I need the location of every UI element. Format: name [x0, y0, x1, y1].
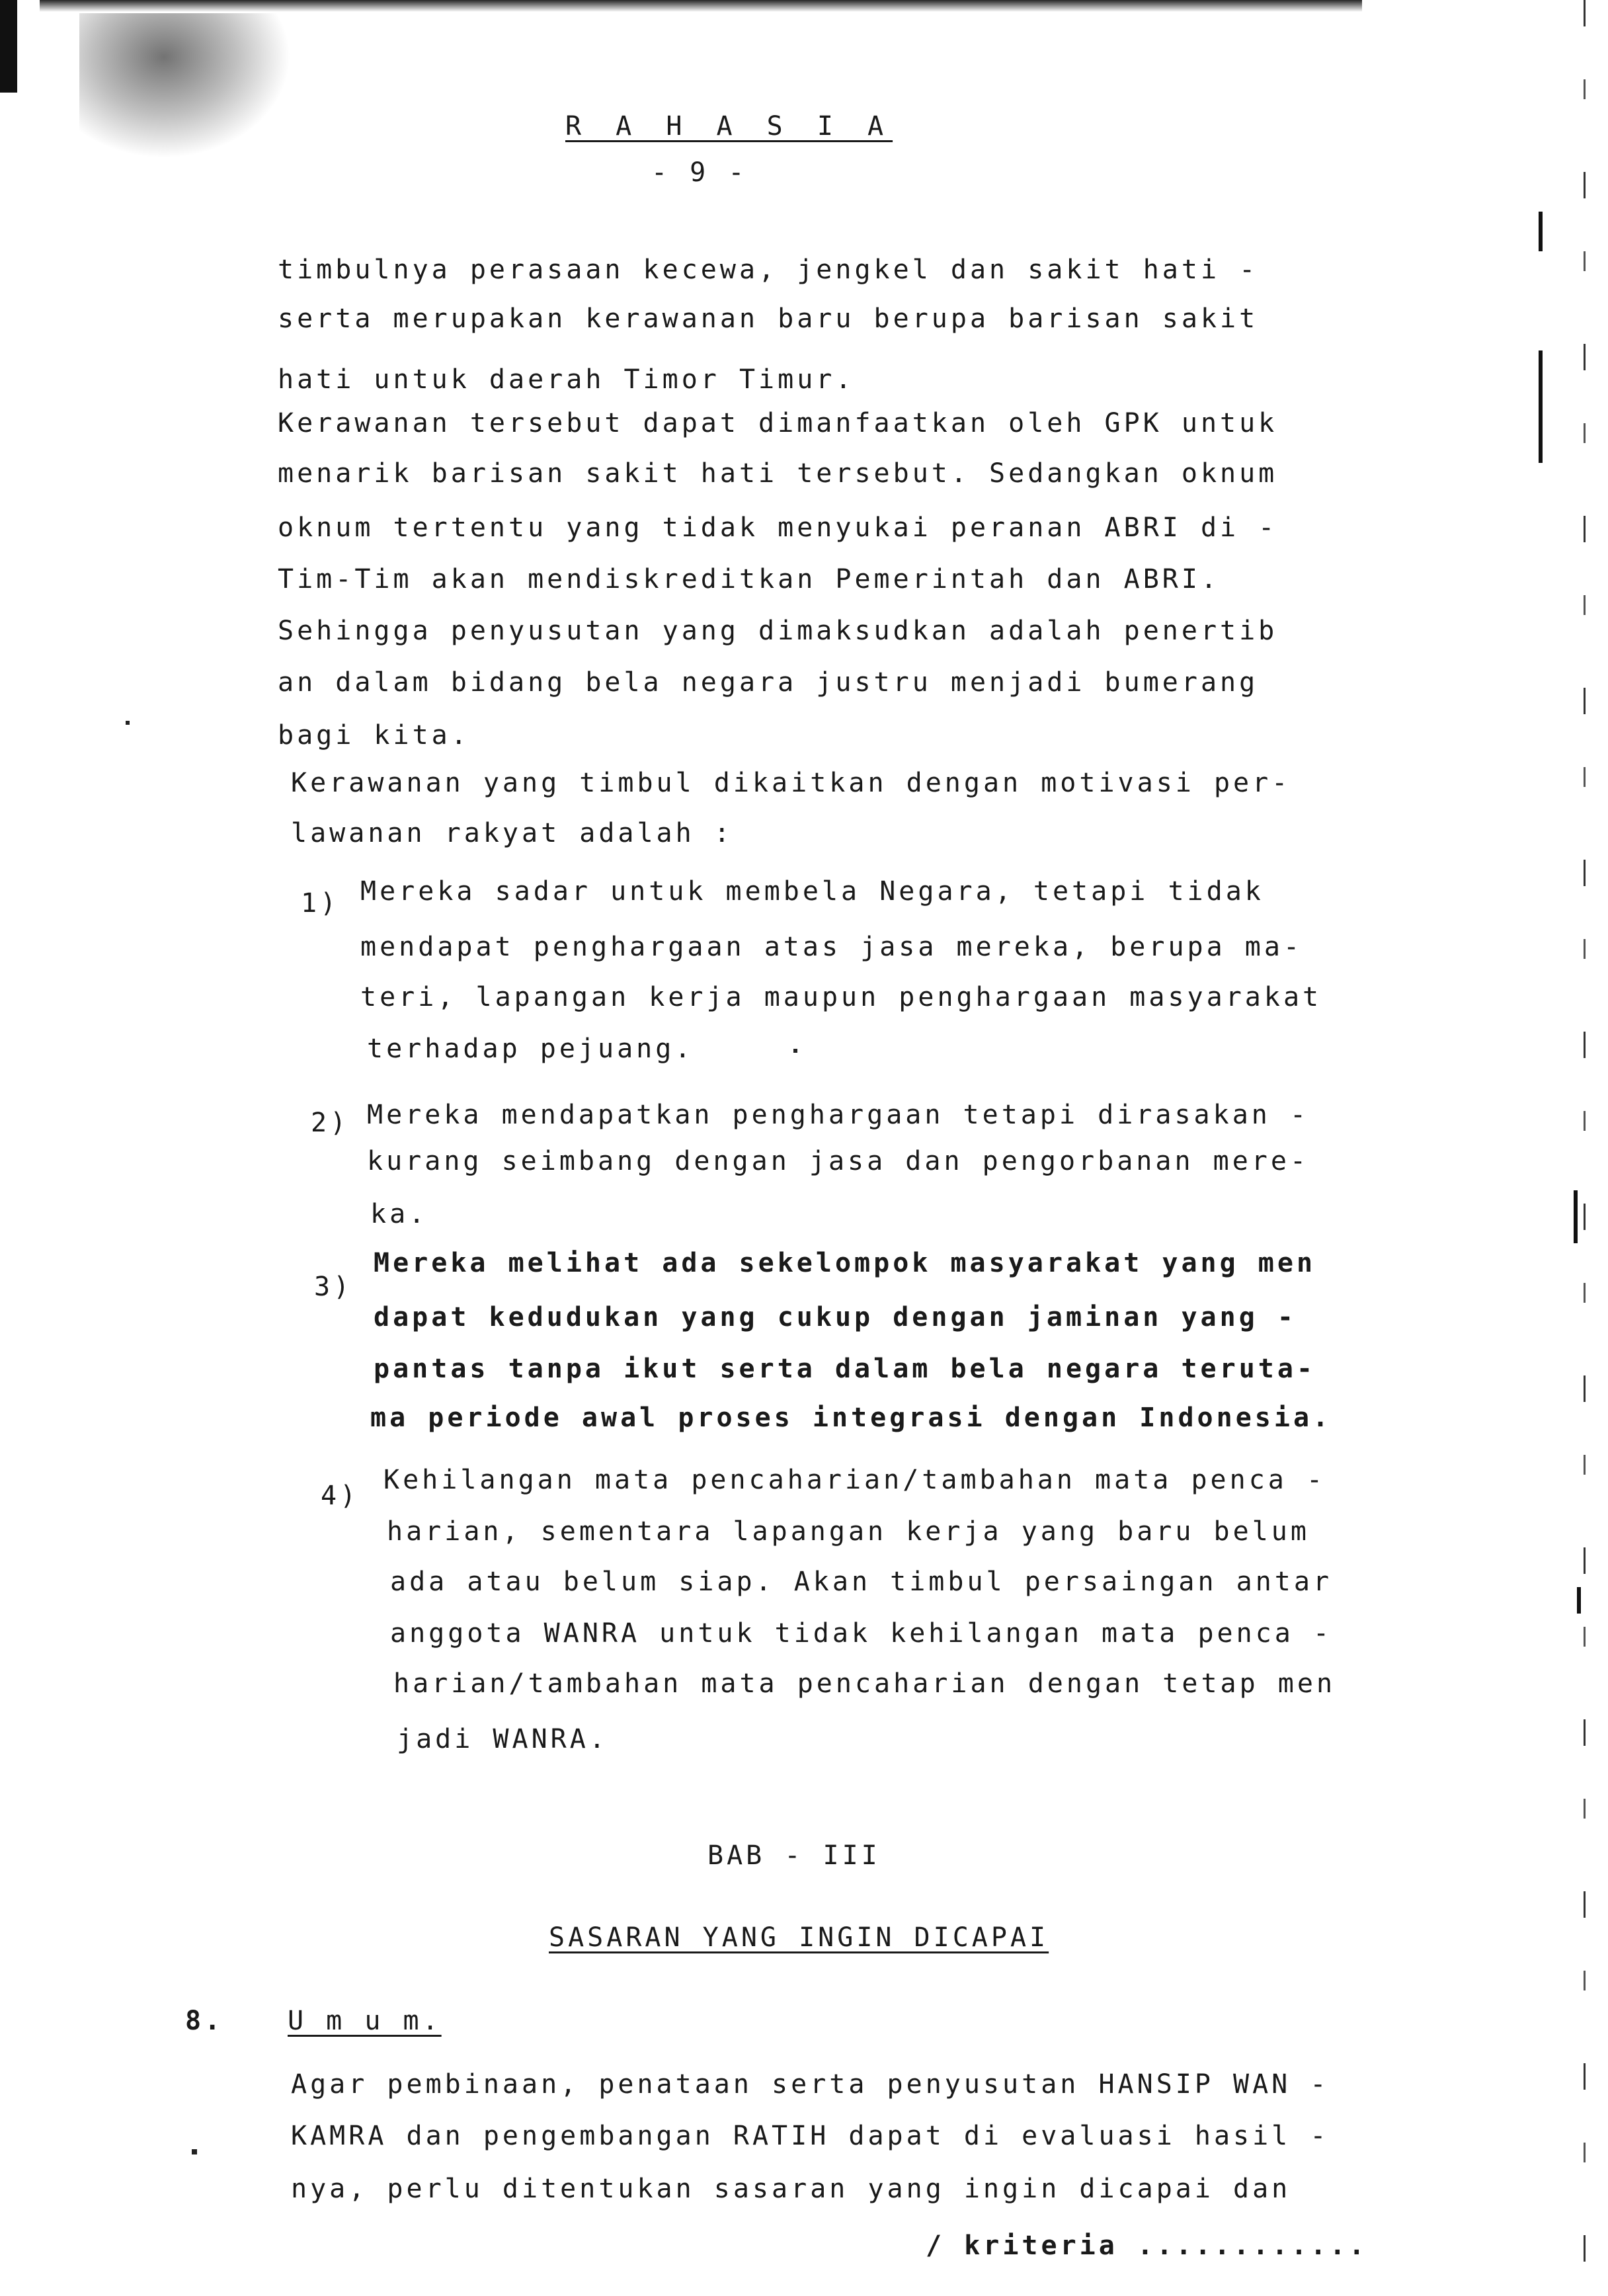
list-item-line: harian/tambahan mata pencaharian dengan tetap men [393, 1668, 1336, 1699]
list-item-number: 2) [311, 1108, 350, 1138]
list-item-line: Mereka melihat ada sekelompok masyarakat yang men [374, 1248, 1316, 1278]
paragraph-line: Kerawanan yang timbul dikaitkan dengan motivasi per- [291, 768, 1291, 798]
continuation-text: / kriteria ............ [926, 2231, 1368, 2261]
scan-dot [192, 2149, 197, 2154]
scan-dot [793, 1049, 797, 1053]
list-item-line: ka. [370, 1199, 428, 1229]
chapter-label: BAB - III [707, 1840, 881, 1871]
list-item-line: kurang seimbang dengan jasa dan pengorbanan mere- [367, 1146, 1310, 1176]
scan-dot [126, 721, 130, 725]
list-item-line: dapat kedudukan yang cukup dengan jaminan yang - [374, 1302, 1297, 1332]
paragraph-line: an dalam bidang bela negara justru menjadi bumerang [278, 667, 1259, 698]
scan-mark [1574, 1190, 1578, 1243]
list-item-line: pantas tanpa ikut serta dalam bela negara teruta- [374, 1354, 1316, 1384]
scan-edge-shadow [0, 0, 17, 93]
scan-mark [1577, 1587, 1581, 1614]
list-item-line: Mereka sadar untuk membela Negara, tetapi tidak [360, 876, 1264, 907]
paragraph-line: menarik barisan sakit hati tersebut. Sedangkan oknum [278, 458, 1278, 489]
section-line: nya, perlu ditentukan sasaran yang ingin dicapai dan [291, 2174, 1291, 2204]
paragraph-line: Tim-Tim akan mendiskreditkan Pemerintah dan ABRI. [278, 564, 1221, 594]
list-item-line: ma periode awal proses integrasi dengan Indonesia. [370, 1403, 1332, 1433]
list-item-line: anggota WANRA untuk tidak kehilangan mata penca - [390, 1618, 1333, 1649]
paragraph-line: serta merupakan kerawanan baru berupa barisan sakit [278, 304, 1259, 334]
section-number: 8. [185, 2006, 224, 2036]
classification-header: R A H A S I A [565, 111, 893, 142]
scan-mark [1539, 212, 1543, 251]
paragraph-line: timbulnya perasaan kecewa, jengkel dan sakit hati - [278, 255, 1259, 285]
paragraph-line: Sehingga penyusutan yang dimaksudkan adalah penertib [278, 616, 1278, 646]
section-line: Agar pembinaan, penataan serta penyusutan HANSIP WAN - [291, 2069, 1330, 2100]
list-item-line: harian, sementara lapangan kerja yang baru belum [387, 1516, 1310, 1547]
chapter-title: SASARAN YANG INGIN DICAPAI [549, 1922, 1049, 1953]
section-title: U m u m. [288, 2006, 442, 2036]
list-item-number: 3) [314, 1272, 353, 1302]
paragraph-line: hati untuk daerah Timor Timur. [278, 364, 855, 395]
scan-right-edge [1584, 0, 1586, 2296]
list-item-number: 4) [321, 1481, 360, 1511]
paragraph-line: Kerawanan tersebut dapat dimanfaatkan oleh GPK untuk [278, 408, 1278, 438]
list-item-line: ada atau belum siap. Akan timbul persaingan antar [390, 1567, 1333, 1597]
scan-smudge [79, 13, 291, 159]
paragraph-line: lawanan rakyat adalah : [291, 818, 733, 848]
paragraph-line: bagi kita. [278, 720, 470, 751]
list-item-line: Kehilangan mata pencaharian/tambahan mata penca - [383, 1465, 1326, 1495]
page-number: - 9 - [651, 157, 748, 188]
list-item-line: mendapat penghargaan atas jasa mereka, berupa ma- [360, 932, 1303, 962]
section-line: KAMRA dan pengembangan RATIH dapat di evaluasi hasil - [291, 2121, 1330, 2151]
list-item-line: jadi WANRA. [397, 1724, 608, 1754]
scan-mark [1539, 350, 1543, 463]
list-item-line: terhadap pejuang. [367, 1034, 694, 1064]
list-item-line: teri, lapangan kerja maupun penghargaan masyarakat [360, 982, 1322, 1012]
scan-top-shadow [40, 0, 1362, 12]
list-item-line: Mereka mendapatkan penghargaan tetapi dirasakan - [367, 1100, 1310, 1130]
paragraph-line: oknum tertentu yang tidak menyukai peranan ABRI di - [278, 512, 1278, 543]
list-item-number: 1) [301, 888, 340, 919]
